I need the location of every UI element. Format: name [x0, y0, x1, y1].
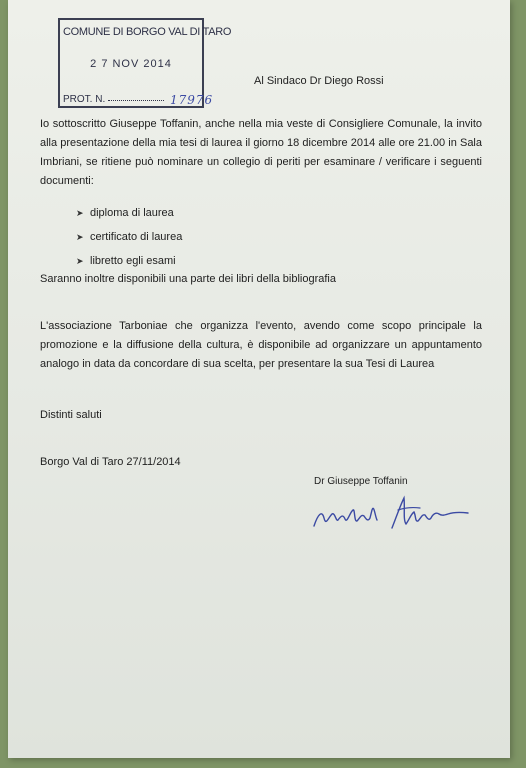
stamp-prot-label: PROT. N. — [63, 94, 106, 105]
list-item — [76, 225, 182, 249]
arrowhead-bullet-icon: ➤ — [76, 255, 84, 266]
list-item-label: libretto egli esami — [90, 255, 176, 267]
place-and-date: Borgo Val di Taro 27/11/2014 — [40, 456, 181, 468]
paragraph-association: L'associazione Tarboniae che organizza l'evento, avendo come scopo principale la promozione e la diffusione della cultura, è disponibile ad organizzare un appuntamento analogo in data da concordare di sua scelta, per presentare la sua Tesi di Laurea — [40, 320, 482, 370]
list-item-label: diploma di laurea — [90, 207, 174, 219]
protocol-stamp — [58, 18, 232, 108]
document-list — [76, 201, 182, 273]
arrowhead-bullet-icon: ➤ — [76, 231, 84, 242]
stamp-date: 2 7 NOV 2014 — [90, 58, 172, 70]
stamp-protocol — [63, 93, 214, 107]
signer-name: Dr Giuseppe Toffanin — [314, 476, 408, 487]
paragraph-bibliography: Saranno inoltre disponibili una parte dei libri della bibliografia — [40, 273, 336, 285]
list-item-label: certificato di laurea — [90, 231, 183, 243]
stamp-prot-line — [108, 93, 214, 107]
letter-page — [8, 0, 510, 758]
handwritten-signature — [308, 488, 478, 538]
arrowhead-bullet-icon: ➤ — [76, 207, 84, 218]
stamp-comune: COMUNE DI BORGO VAL DI TARO — [63, 26, 232, 38]
addressee: Al Sindaco Dr Diego Rossi — [254, 75, 384, 87]
stamp-prot-number: 17976 — [170, 93, 214, 107]
list-item — [76, 201, 182, 225]
paragraph-invitation: Io sottoscritto Giuseppe Toffanin, anche nella mia veste di Consigliere Comunale, la invito alla presentazione della mia tesi di laurea il giorno 18 dicembre 2014 alle ore 21.00 in Sala Imbriani, se ritiene può nominare un collegio di periti per esaminare / verificare i seguenti documenti: — [40, 118, 482, 187]
closing-salutation: Distinti saluti — [40, 409, 102, 421]
